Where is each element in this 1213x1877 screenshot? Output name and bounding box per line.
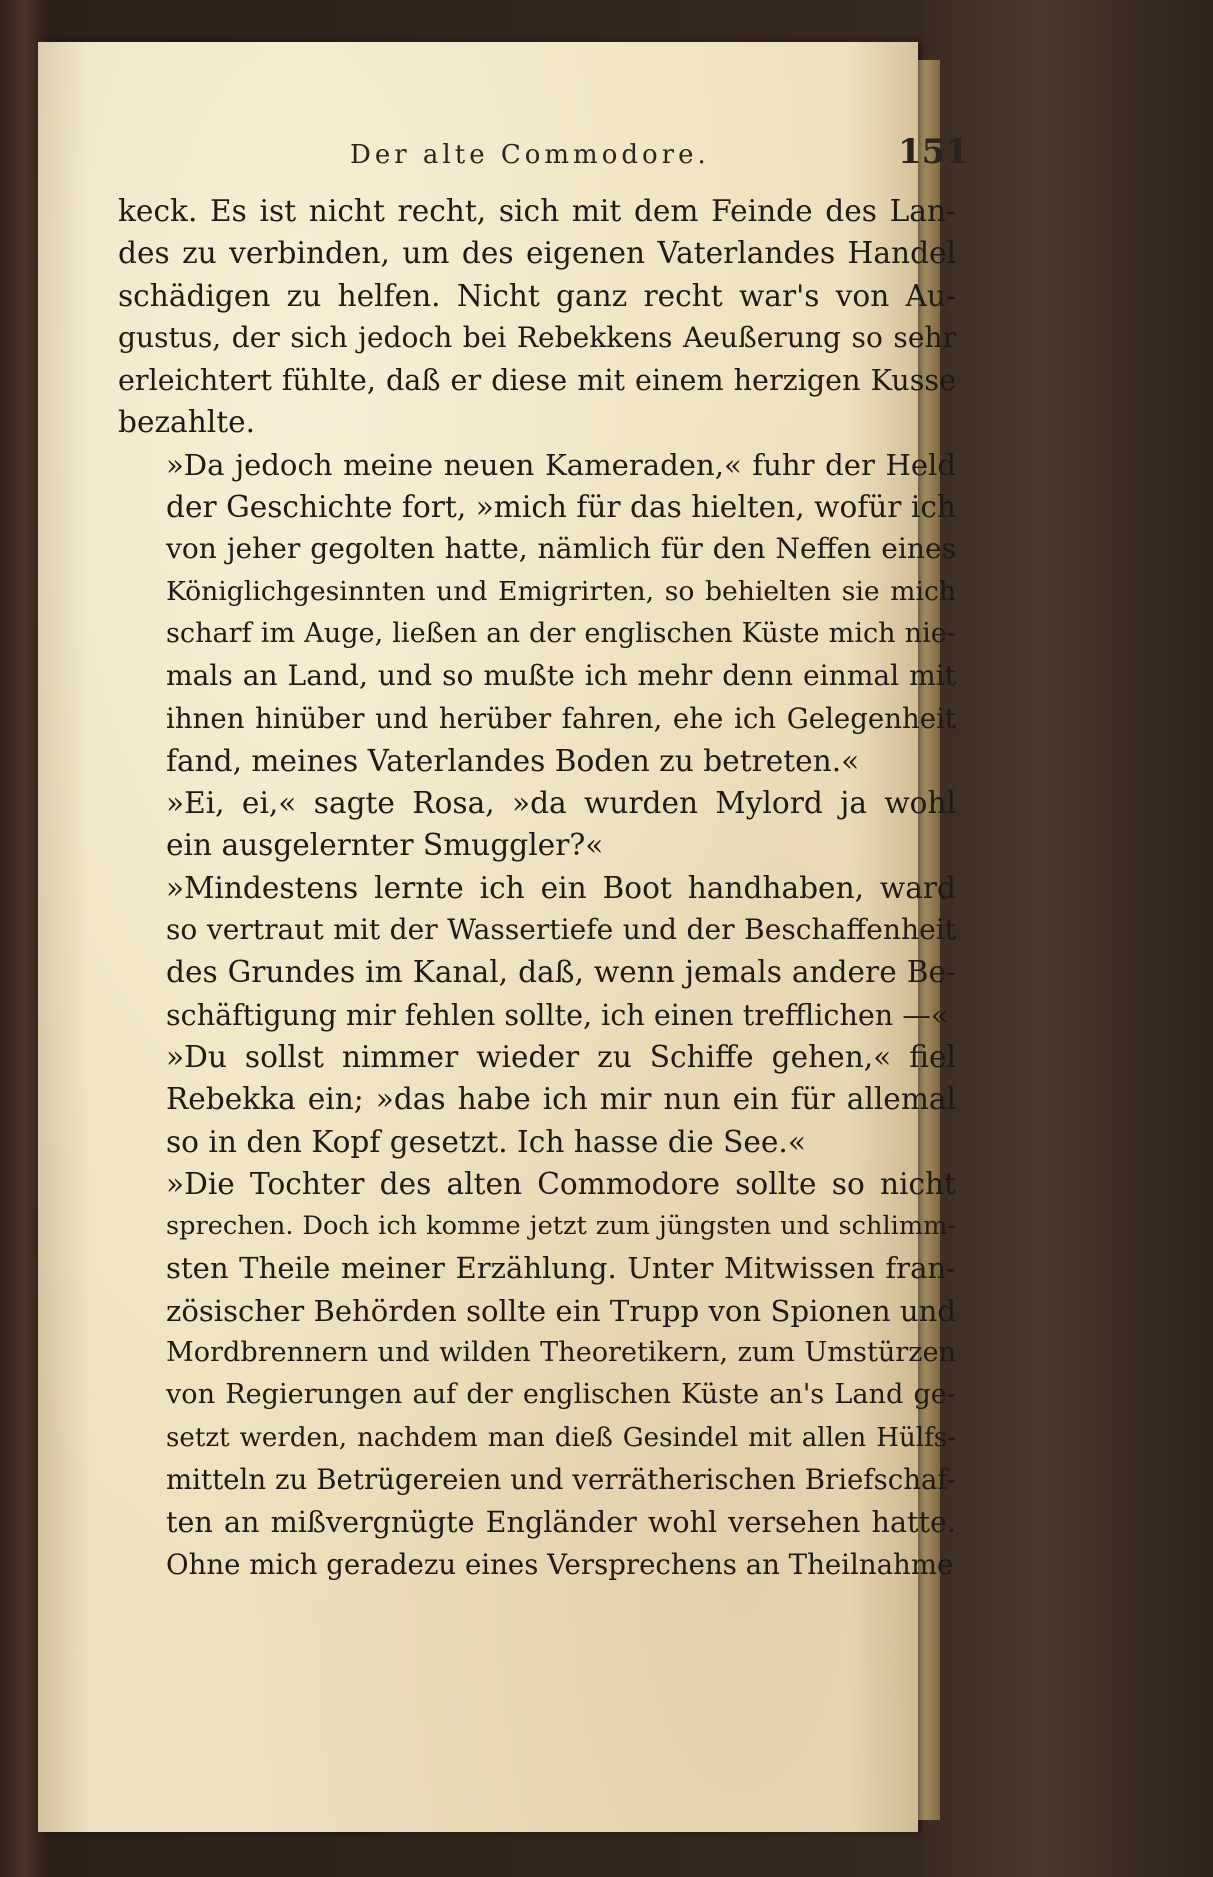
text-line: sprechen. Doch ich komme jetzt zum jüngsten und schlimm- <box>166 1211 956 1242</box>
text-line: scharf im Auge, ließen an der englischen Küste mich nie- <box>166 617 956 649</box>
text-line: zösischer Behörden sollte ein Trupp von Spionen und <box>166 1293 956 1328</box>
book-cover-edge <box>923 0 1213 1877</box>
text-line: mals an Land, und so mußte ich mehr denn einmal mit <box>166 659 956 693</box>
paragraph <box>118 867 956 1036</box>
paragraph <box>118 444 956 782</box>
text-line: Rebekka ein; »das habe ich mir nun ein für allemal <box>166 1082 956 1117</box>
text-line: fand, meines Vaterlandes Boden zu betreten.« <box>166 743 860 778</box>
text-line: ein ausgelernter Smuggler?« <box>166 828 604 863</box>
text-line: der Geschichte fort, »mich für das hielten, wofür ich <box>166 490 956 525</box>
running-head: Der alte Commodore. <box>350 140 710 170</box>
text-line: so vertraut mit der Wassertiefe und der Beschaffenheit <box>166 913 956 947</box>
body-text <box>118 190 956 1586</box>
text-line: gustus, der sich jedoch bei Rebekkens Aeußerung so sehr <box>118 320 956 354</box>
text-line: schädigen zu helfen. Nicht ganz recht war's von Au- <box>118 278 956 313</box>
text-line: schäftigung mir fehlen sollte, ich einen trefflichen —« <box>166 997 949 1032</box>
text-line: keck. Es ist nicht recht, sich mit dem Feinde des Lan- <box>118 194 956 228</box>
text-line: »Mindestens lernte ich ein Boot handhaben, ward <box>166 870 956 905</box>
paragraph <box>118 1036 956 1163</box>
text-line: so in den Kopf gesetzt. Ich hasse die See.« <box>166 1124 806 1159</box>
text-line: »Ei, ei,« sagte Rosa, »da wurden Mylord ja wohl <box>166 786 956 821</box>
text-line: des Grundes im Kanal, daß, wenn jemals andere Be- <box>166 955 956 990</box>
paragraph <box>118 782 956 867</box>
text-line: ten an mißvergnügte Engländer wohl versehen hatte. <box>166 1505 956 1540</box>
text-line: ihnen hinüber und herüber fahren, ehe ich Gelegenheit <box>166 701 956 735</box>
text-line: Mordbrennern und wilden Theoretikern, zum Umstürzen <box>166 1337 956 1369</box>
text-line: erleichtert fühlte, daß er diese mit einem herzigen Kusse <box>118 363 956 398</box>
text-line: von jeher gegolten hatte, nämlich für den Neffen eines <box>166 532 956 566</box>
text-line: »Da jedoch meine neuen Kameraden,« fuhr der Held <box>166 447 956 482</box>
text-line: Königlichgesinnten und Emigrirten, so behielten sie mich <box>166 575 956 607</box>
text-line: sten Theile meiner Erzählung. Unter Mitwissen fran- <box>166 1251 956 1286</box>
text-line: »Die Tochter des alten Commodore sollte so nicht <box>166 1166 956 1201</box>
text-line: »Du sollst nimmer wieder zu Schiffe gehen,« fiel <box>166 1039 956 1074</box>
paragraph <box>118 1163 956 1586</box>
page-number: 151 <box>898 132 969 172</box>
text-line: von Regierungen auf der englischen Küste an's Land ge- <box>166 1379 956 1411</box>
text-line: setzt werden, nachdem man dieß Gesindel mit allen Hülfs- <box>166 1422 956 1453</box>
text-line: Ohne mich geradezu eines Versprechens an Theilnahme <box>166 1547 954 1581</box>
text-line: bezahlte. <box>118 405 256 440</box>
text-line: mitteln zu Betrügereien und verrätherischen Briefschaf- <box>166 1462 956 1496</box>
text-line: des zu verbinden, um des eigenen Vaterlandes Handel <box>118 236 956 271</box>
paragraph <box>118 190 956 444</box>
